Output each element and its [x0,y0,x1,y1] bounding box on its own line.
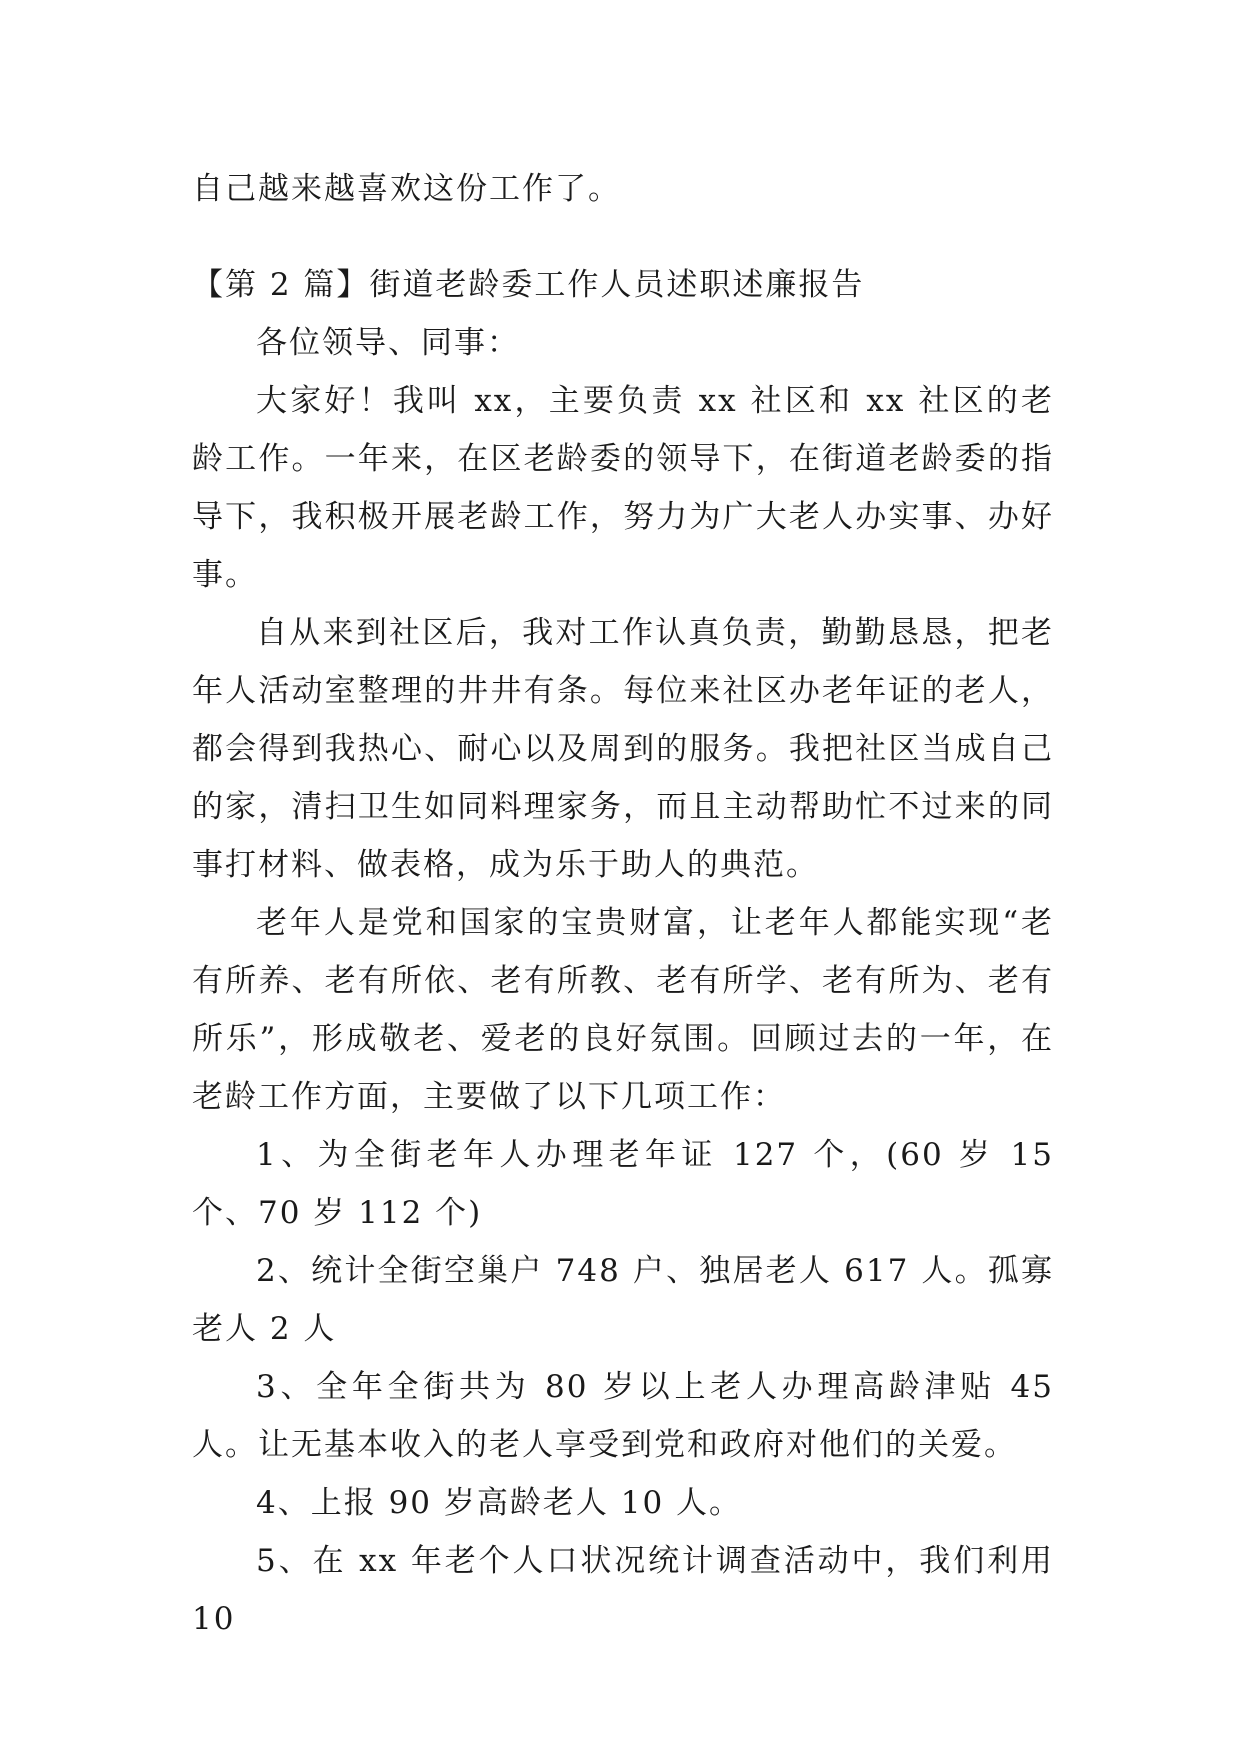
section-heading: 【第 2 篇】街道老龄委工作人员述职述廉报告 [192,267,865,303]
lead-paragraph: 自己越来越喜欢这份工作了。 [192,171,621,207]
list-item: 3、全年全街共为 80 岁以上老人办理高龄津贴 45 人。让无基本收入的老人享受到党和政府对他们的关爱。 [192,1369,1054,1463]
paragraph-gap [192,218,1054,256]
list-item: 4、上报 90 岁高龄老人 10 人。 [256,1485,743,1521]
list-item: 1、为全街老年人办理老年证 127 个，(60 岁 15 个、70 岁 112 个) [192,1137,1054,1231]
list-item: 5、在 xx 年老个人口状况统计调查活动中，我们利用 10 [192,1543,1054,1637]
body-paragraph: 大家好！我叫 xx，主要负责 xx 社区和 xx 社区的老龄工作。一年来，在区老龄委的领导下，在街道老龄委的指导下，我积极开展老龄工作，努力为广大老人办实事、办好事。 [192,383,1054,593]
body-paragraph: 老年人是党和国家的宝贵财富，让老年人都能实现“老有所养、老有所依、老有所教、老有所学、老有所为、老有所乐”，形成敬老、爱老的良好氛围。回顾过去的一年，在老龄工作方面，主要做了以下几项工作： [192,905,1054,1115]
salutation: 各位领导、同事： [256,325,520,361]
body-paragraph: 自从来到社区后，我对工作认真负责，勤勤恳恳，把老年人活动室整理的井井有条。每位来社区办老年证的老人，都会得到我热心、耐心以及周到的服务。我把社区当成自己的家，清扫卫生如同料理家务，而且主动帮助忙不过来的同事打材料、做表格，成为乐于助人的典范。 [192,615,1054,883]
list-item: 2、统计全街空巢户 748 户、独居老人 617 人。孤寡老人 2 人 [192,1253,1054,1347]
document-body [192,160,1054,1648]
